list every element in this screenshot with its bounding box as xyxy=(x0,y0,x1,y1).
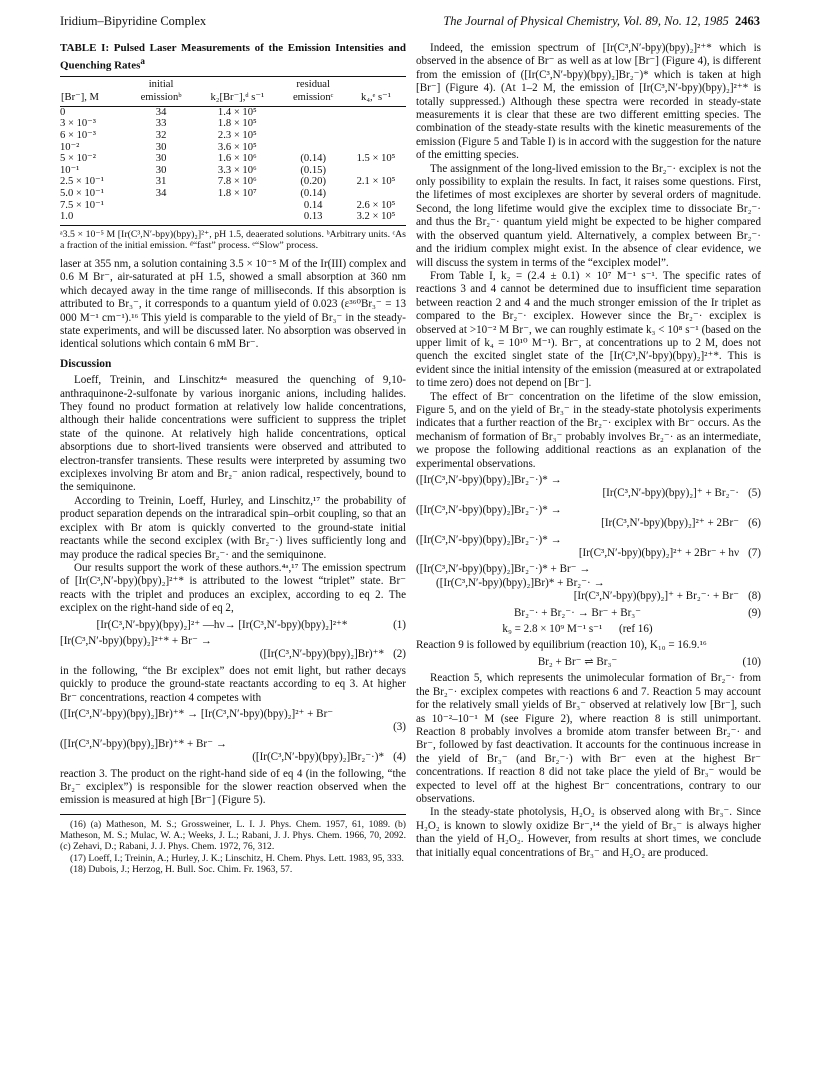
table-cell: 2.5 × 10⁻¹ xyxy=(60,176,104,188)
table-row xyxy=(60,142,406,154)
table-row xyxy=(60,106,406,118)
caption-footnote-mark: a xyxy=(140,56,145,66)
reference-17: (17) Loeff, I.; Treinin, A.; Hurley, J. K.; Linschitz, H. Chem. Phys. Lett. 1983, 95, 333. xyxy=(70,852,404,864)
equation-3: ([Ir(C³,N′-bpy)(bpy)₂]Br)⁺* → [Ir(C³,N′-bpy)(bpy)₂]²⁺ + Br⁻ (3) xyxy=(60,707,406,734)
table-row xyxy=(60,188,406,200)
equation-6: ([Ir(C³,N′-bpy)(bpy)₂]Br₂⁻·)* → [Ir(C³,N′-bpy)(bpy)₂]²⁺ + 2Br⁻ (6) xyxy=(416,503,761,530)
table-cell: 0.13 xyxy=(280,211,346,225)
page-number: 2463 xyxy=(735,14,760,28)
reference-18: (18) Dubois, J.; Herzog, H. Bull. Soc. Chim. Fr. 1963, 57. xyxy=(70,864,293,875)
table-row xyxy=(60,165,406,177)
th-top-2 xyxy=(194,76,280,91)
table-cell: 0 xyxy=(60,106,66,118)
table-cell: 10⁻¹ xyxy=(60,164,80,176)
table-cell: 2.6 × 10⁵ xyxy=(356,199,396,211)
equation-4: ([Ir(C³,N′-bpy)(bpy)₂]Br)⁺* + Br⁻ → ([Ir(C³,N′-bpy)(bpy)₂]Br₂⁻·)* (4) xyxy=(60,737,406,764)
paragraph: The effect of Br⁻ concentration on the lifetime of the slow emission, Figure 5, and on the yield of Br₃⁻ in the steady-state photolysis experiments indicates that a further reaction of the Br₂⁻· exciplex with Br⁻ occurs. As the mechanism of formation of Br₃⁻ probably involves Br₂⁻· as an intermediate, we propose the following additional reactions as an explanation of the experimental observations. xyxy=(416,390,761,470)
paragraph: From Table I, k₂ = (2.4 ± 0.1) × 10⁷ M⁻¹ s⁻¹. The specific rates of reactions 3 and 4 cannot be determined due to insufficient time separation between reaction 2 and 4 and the much stronger emission of the Ir triplet as compared to the Br₂⁻· exciplex. However since the Br₂⁻· exciplex is observed at >10⁻² M Br⁻, we can roughly estimate k₃ < 10⁸ s⁻¹ (based on the upper limit of k₄ = 10¹⁰ M⁻¹). Br⁻, at concentrations up to 2 M, does not quench the excited singlet state of the [Ir(C³,N′-bpy)(bpy)₂]²⁺*. This is evident since the initial intensity of the emission (measured at or extrapolated to time zero) does not depend on [Br⁻]. xyxy=(416,269,761,390)
table-cell xyxy=(280,142,346,154)
table-cell: 33 xyxy=(155,118,167,130)
running-title: Iridium–Bipyridine Complex xyxy=(60,14,207,28)
table-cell: 3.6 × 10⁵ xyxy=(217,141,257,153)
th-top-1: initial xyxy=(128,76,194,91)
table-cell xyxy=(280,118,346,130)
th-k4: k₄,ᵉ s⁻¹ xyxy=(346,91,406,106)
table-cell xyxy=(128,211,194,225)
table-cell: 1.4 × 10⁵ xyxy=(217,106,257,118)
data-table xyxy=(60,76,406,226)
table-cell: (0.14) xyxy=(300,188,326,199)
table-body xyxy=(60,106,406,225)
table-cell: 1.5 × 10⁵ xyxy=(356,153,396,165)
table-cell: (0.15) xyxy=(300,164,326,176)
th-residual-emission: emissionᶜ xyxy=(280,91,346,106)
table-cell: 3 × 10⁻³ xyxy=(60,118,96,130)
table-cell xyxy=(346,142,406,154)
paragraph: The assignment of the long-lived emission to the Br₂⁻· exciplex is not the only possibility to explain the results. In fact, it raises some questions. First, the lifetimes of most exciplexes are shorter by several orders of magnitude. Second, the long lifetime would give the exciplex time to dissociate Br₂⁻· and thus the Br₂⁻· quantum yield might be expected to be higher compared with the observed quantum yield. Alternatively, a complex between Br₂⁻· and the iridium complex might exist. In the absence of clear evidence, we will discuss the system in terms of the “exciplex model”. xyxy=(416,162,761,269)
journal-name: The Journal of Physical Chemistry, Vol. 89, No. 12, 1985 xyxy=(443,14,729,28)
table-cell: 1.0 xyxy=(60,211,128,225)
equation-2: [Ir(C³,N′-bpy)(bpy)₂]²⁺* + Br⁻ → ([Ir(C³,N′-bpy)(bpy)₂]Br)⁺* (2) xyxy=(60,634,406,661)
table-cell: 1.8 × 10⁵ xyxy=(217,118,257,130)
table-cell xyxy=(280,130,346,142)
table-cell: 30 xyxy=(155,164,167,176)
th-initial-emission: emissionᵇ xyxy=(128,91,194,106)
th-top-3: residual xyxy=(280,76,346,91)
table-cell xyxy=(194,200,280,212)
table-cell: 34 xyxy=(155,188,167,199)
table-cell: 5.0 × 10⁻¹ xyxy=(60,188,104,199)
left-column xyxy=(60,42,406,875)
section-heading: Discussion xyxy=(60,357,112,370)
table-cell: 2.3 × 10⁵ xyxy=(217,130,257,142)
paragraph: According to Treinin, Loeff, Hurley, and Linschitz,¹⁷ the probability of product separation depends on the intraradical spin–orbit coupling, so that an exciplex with Br atom is quickly converted to the ground-state initial reactants while the second exciplex (with Br₂⁻·) lives sufficiently long and may produce the radical species Br₂⁻· and the semiquinone. xyxy=(60,494,406,561)
th-br-conc: [Br⁻], M xyxy=(60,91,128,106)
table-cell xyxy=(346,106,406,118)
paragraph: Reaction 5, which represents the unimolecular formation of Br₂⁻· from the Br₂⁻· exciplex competes with reactions 6 and 7. Reaction 5 may account for the relatively small yields of Br₃⁻ observed at relatively low [Br⁻], such as 10⁻²–10⁻¹ M (see Figure 2), where reaction 8 is still unimportant. Reaction 8 probably involves a bromide atom transfer between Br₂⁻· and Br⁻, followed by fast deactivation. It accounts for the continuous increase in the yield of Br₃⁻ (and Br₂⁻·) with Br⁻ even at the highest Br⁻ concentrations. If reaction 8 did not take place the yield of Br₃⁻ would be expected to level off at the highest Br⁻ concentrations, contrary to our observations. xyxy=(416,672,761,805)
equation-1: [Ir(C³,N′-bpy)(bpy)₂]²⁺ —hν→ [Ir(C³,N′-bpy)(bpy)₂]²⁺* (1) xyxy=(96,618,406,631)
running-header xyxy=(60,14,760,34)
paragraph: Reaction 9 is followed by equilibrium (reaction 10), K₁₀ = 16.9.¹⁶ xyxy=(416,639,707,652)
table-cell: 5 × 10⁻² xyxy=(60,153,96,165)
table-cell: 2.1 × 10⁵ xyxy=(356,176,396,188)
table-cell xyxy=(346,188,406,200)
rate-constant-k9: k₉ = 2.8 × 10⁹ M⁻¹ s⁻¹ (ref 16) xyxy=(502,623,653,636)
references xyxy=(60,814,406,875)
table-head-row-1 xyxy=(60,76,406,91)
th-top-4 xyxy=(346,76,406,91)
th-k2: k₂[Br⁻],ᵈ s⁻¹ xyxy=(194,91,280,106)
table-cell: 6 × 10⁻³ xyxy=(60,130,96,142)
equation-8: ([Ir(C³,N′-bpy)(bpy)₂]Br₂⁻·)* + Br⁻ → ([Ir(C³,N′-bpy)(bpy)₂]Br)* + Br₂⁻· → [Ir(C³,N′-bpy)(bpy)₂]⁺ + Br₂⁻· + Br⁻ (8) xyxy=(416,563,761,603)
table-row xyxy=(60,118,406,130)
table-cell: (0.14) xyxy=(300,153,326,165)
equation-7: ([Ir(C³,N′-bpy)(bpy)₂]Br₂⁻·)* → [Ir(C³,N′-bpy)(bpy)₂]²⁺ + 2Br⁻ + hν (7) xyxy=(416,533,761,560)
table-cell: 30 xyxy=(155,141,167,153)
table-cell: (0.20) xyxy=(300,176,326,188)
table-cell xyxy=(346,165,406,177)
paragraph: Our results support the work of these authors.⁴ᵃ,¹⁷ The emission spectrum of [Ir(C³,N′-bpy)(bpy)₂]²⁺* is attributed to the lowest “triplet” state. Br⁻ reacts with the triplet and produces an exciplex, according to eq 2. The exciplex on the right-hand side of eq 2, xyxy=(60,561,406,615)
table-row xyxy=(60,200,406,212)
paragraph: laser at 355 nm, a solution containing 3.5 × 10⁻⁵ M of the Ir(III) complex and 0.6 M Br⁻, air-saturated at pH 1.5, showed a small absorption at 360 nm which decayed away in the time range of milliseconds. If this absorption is attributed to Br₃⁻, it corresponds to a quantum yield of 0.023 (ε³⁶⁰Br₃⁻ = 13 000 M⁻¹ cm⁻¹).¹⁶ This yield is comparable to the yield of Br₃⁻ in the steady-state experiments, and will be discussed later. No absorption was observed in identical solutions which contain 6 mM Br⁻. xyxy=(60,257,406,351)
table-cell: 7.8 × 10⁶ xyxy=(217,176,257,188)
table-caption: TABLE I: Pulsed Laser Measurements of the Emission Intensities and Quenching Rates$^a$ xyxy=(60,42,406,72)
th-top-0 xyxy=(60,76,128,91)
right-column xyxy=(416,42,761,860)
table-cell: 3.3 × 10⁶ xyxy=(217,164,257,176)
table-cell: 1.6 × 10⁶ xyxy=(217,153,257,165)
table-cell: 32 xyxy=(155,130,167,142)
table-row xyxy=(60,176,406,188)
paragraph: in the following, “the Br exciplex” does not emit light, but rather decays quickly to produce the ground-state reactants according to eq 3. At higher Br⁻ concentrations, reaction 4 competes with xyxy=(60,664,406,704)
equation-5: ([Ir(C³,N′-bpy)(bpy)₂]Br₂⁻·)* → [Ir(C³,N′-bpy)(bpy)₂]⁺ + Br₂⁻· (5) xyxy=(416,474,761,500)
table-cell: 3.2 × 10⁵ xyxy=(346,211,406,225)
paragraph: In the steady-state photolysis, H₂O₂ is observed along with Br₃⁻. Since H₂O₂ is known to slowly oxidize Br⁻,¹⁴ the yield of Br₃⁻ is always higher than the yield of H₂O₂. However, from results at short times, we conclude that initially equal concentrations of Br₃⁻ and H₂O₂ are produced. xyxy=(416,806,761,859)
paragraph: reaction 3. The product on the right-hand side of eq 4 (in the following, “the Br₂⁻ exciplex”) is responsible for the slower reaction observed when the emission is measured at high [Br⁻] (Figure 5). xyxy=(60,767,406,807)
table-cell xyxy=(346,130,406,142)
reference-16: (16) (a) Matheson, M. S.; Grossweiner, L. I. J. Phys. Chem. 1957, 61, 1089. (b) Matheson, M. S.; Mulac, W. A.; Weeks, J. L.; Rabani, J. J. Phys. Chem. 1966, 70, 2092. (c) Zehavi, D.; Rabani, J. J. Phys. Chem. 1972, 76, 312. xyxy=(60,818,406,853)
table-cell: 30 xyxy=(155,153,167,165)
table-cell xyxy=(194,211,280,225)
paragraph: Loeff, Treinin, and Linschitz⁴ᵃ measured the quenching of 9,10-anthraquinone-2-sulfonate by various inorganic anions, including halides. They found no product formation at relatively low halide concentrations, although their halide concentrations were sufficient to suppress the triplet state of the quinone. At relatively high halide concentrations, optical absorptions due to short-lived transients were observed and attributed to electron-transfer transients. These results were interpreted by assuming two exciplexes involving Br atom and Br₂⁻ anion radical, respectively, bound to the semiquinone. xyxy=(60,374,406,494)
table-cell: 34 xyxy=(155,106,167,118)
table-cell: 0.14 xyxy=(303,199,323,211)
table-footnote: ᵃ3.5 × 10⁻⁵ M [Ir(C³,N′-bpy)(bpy)₂]²⁺, pH 1.5, deaerated solutions. ᵇArbitrary units. ᶜAs a fraction of the initial emission. ᵈ“fast” process. ᵉ“Slow” process. xyxy=(60,228,406,252)
journal-citation xyxy=(443,14,760,29)
table-row xyxy=(60,130,406,142)
table-cell: 10⁻² xyxy=(60,141,80,153)
table-cell xyxy=(346,118,406,130)
table-head-row-2 xyxy=(60,91,406,106)
table-row xyxy=(60,211,406,225)
equation-10: Br₂ + Br⁻ ⇌ Br₃⁻ (10) xyxy=(537,655,761,668)
table-cell: 1.8 × 10⁷ xyxy=(217,188,257,199)
table-cell xyxy=(128,200,194,212)
paragraph: Indeed, the emission spectrum of [Ir(C³,N′-bpy)(bpy)₂]²⁺* which is observed in the absence of Br⁻ as well as at low [Br⁻] (Figure 4), is different from the emission of ([Ir(C³,N′-bpy)(bpy)₂]Br₂⁻)* which is taken at high [Br⁻] (Figure 4). (At 1–2 M, the emission of [Ir(C³,N′-bpy)(bpy)₂]²⁺* is totally suppressed.) Although these spectra were recorded in steady-state measurements it is clear that these are two different emitting species. The combination of the steady-state results with the kinetic measurements of the emission (Figure 5 and Table I) is in accord with the suggestion for the nature of the emitting species. xyxy=(416,42,761,162)
equation-9: Br₂⁻· + Br₂⁻· → Br⁻ + Br₃⁻ (9) xyxy=(513,606,761,619)
table-row xyxy=(60,153,406,165)
table-cell xyxy=(280,106,346,118)
table-cell: 31 xyxy=(155,176,167,188)
table-cell: 7.5 × 10⁻¹ xyxy=(60,199,104,211)
